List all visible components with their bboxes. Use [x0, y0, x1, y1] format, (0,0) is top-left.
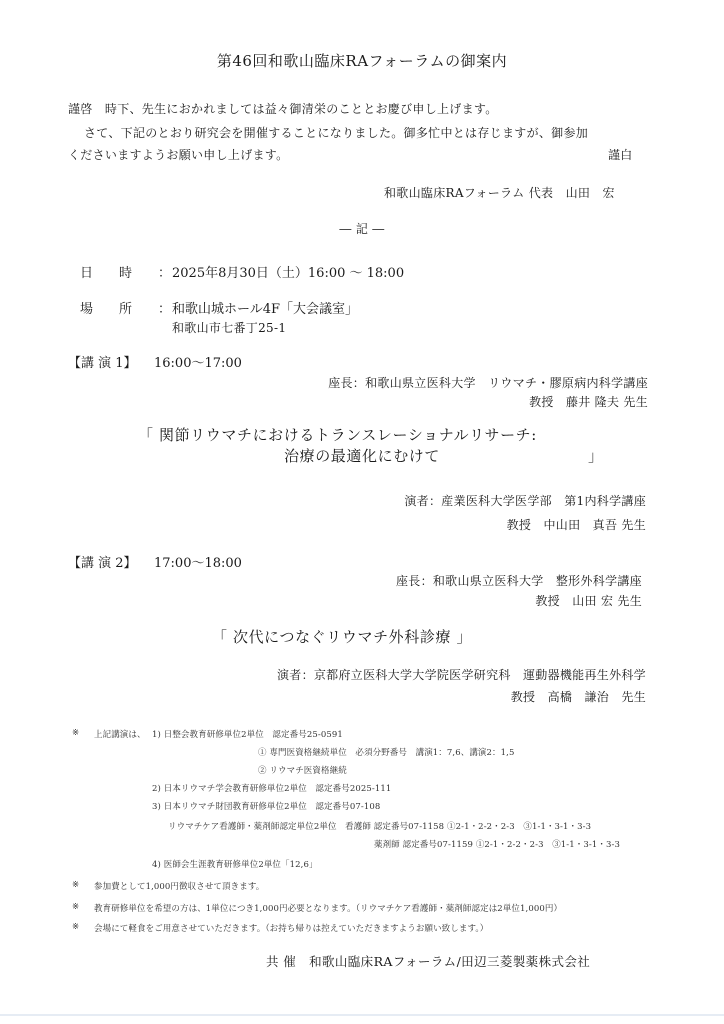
notes-lead: 上記講演は、: [94, 730, 146, 740]
notes-fee: 参加費として1,000円徴収させて頂きます。: [94, 882, 265, 892]
organizer: 和歌山臨床RAフォーラム 代表 山田 宏: [384, 186, 615, 200]
datetime-label: 日 時: [80, 266, 133, 281]
venue-name: 和歌山城ホール4F「大会議室」: [172, 302, 359, 317]
notes-cert: 教育研修単位を希望の方は、1単位につき1,000円必要となります。（リウマチケア看護師・薬剤師認定は2単位1,000円）: [94, 904, 563, 914]
food-mark: ※: [72, 922, 80, 932]
notes-item-3a: リウマチケア看護師・薬剤師認定単位2単位 看護師 認定番号07-1158 ①2-1・2-2・2-3 ③1-1・3-1・3-3: [168, 822, 592, 832]
lecture1-chair-affiliation: 座長：和歌山県立医科大学 リウマチ・膠原病内科学講座: [328, 376, 648, 390]
lecture1-theme-line-1: 「 関節リウマチにおけるトランスレーショナルリサーチ:: [138, 426, 537, 444]
lecture1-theme-close: 」: [588, 447, 604, 465]
lecture2-theme: 「 次代につなぐリウマチ外科診療 」: [212, 628, 473, 646]
greeting-line-3: くださいますようお願い申し上げます。: [68, 148, 289, 162]
page-title: 第46回和歌山臨床RAフォーラムの御案内: [216, 52, 508, 70]
greeting-closing: 謹白: [608, 148, 633, 162]
notes-item-2: 2) 日本リウマチ学会教育研修単位2単位 認定番号2025-111: [152, 784, 392, 794]
lecture1-speaker-affiliation: 演者：産業医科大学医学部 第1内科学講座: [404, 494, 646, 508]
cert-mark: ※: [72, 902, 80, 912]
notes-item-4: 4) 医師会生涯教育研修単位2単位「12,6」: [152, 860, 318, 870]
scan-edge-line: [0, 1014, 724, 1016]
lecture2-chair-name: 教授 山田 宏 先生: [535, 594, 642, 608]
lecture1-speaker-name: 教授 中山田 真吾 先生: [506, 518, 646, 532]
lecture2-time: 17:00～18:00: [154, 556, 242, 571]
venue-address: 和歌山市七番丁25-1: [172, 321, 287, 335]
notes-item-1a: ① 専門医資格継続単位 必須分野番号 講演1：7,6、講演2：1,5: [258, 748, 515, 758]
lecture1-time: 16:00～17:00: [154, 356, 242, 371]
greeting-line-1: 謹啓 時下、先生におかれましては益々御清栄のこととお慶び申し上げます。: [68, 102, 498, 116]
notes-item-3b: 薬剤師 認定番号07-1159 ①2-1・2-2・2-3 ③1-1・3-1・3-3: [374, 840, 620, 850]
notes-mark: ※: [72, 728, 80, 738]
ki-heading: ― 記 ―: [339, 222, 385, 236]
sponsors: 共 催 和歌山臨床RAフォーラム/田辺三菱製薬株式会社: [266, 954, 591, 969]
notes-item-1b: ② リウマチ医資格継続: [258, 766, 347, 776]
datetime-colon: ：: [158, 266, 172, 281]
lecture2-speaker-affiliation: 演者：京都府立医科大学大学院医学研究科 運動器機能再生外科学: [276, 668, 646, 682]
lecture1-label: 【講 演 1】: [68, 356, 137, 371]
lecture1-theme-line-2: 治療の最適化にむけて: [284, 447, 441, 465]
venue-colon: ：: [158, 302, 172, 317]
lecture1-chair-name: 教授 藤井 隆夫 先生: [529, 395, 648, 409]
notes-item-1: 1) 日整会教育研修単位2単位 認定番号25-0591: [152, 730, 343, 740]
lecture2-speaker-name: 教授 高橋 謙治 先生: [510, 690, 646, 704]
venue-label: 場 所: [80, 302, 133, 317]
notes-food: 会場にて軽食をご用意させていただきます。（お持ち帰りは控えていただきますようお願い致します。）: [94, 924, 489, 934]
greeting-line-2: さて、下記のとおり研究会を開催することになりました。御多忙中とは存じますが、御参加: [84, 126, 589, 140]
notes-item-3: 3) 日本リウマチ財団教育研修単位2単位 認定番号07-108: [152, 802, 381, 812]
lecture2-chair-affiliation: 座長：和歌山県立医科大学 整形外科学講座: [395, 574, 642, 588]
fee-mark: ※: [72, 880, 80, 890]
datetime-value: 2025年8月30日（土）16:00 ～ 18:00: [172, 266, 405, 281]
lecture2-label: 【講 演 2】: [68, 556, 137, 571]
